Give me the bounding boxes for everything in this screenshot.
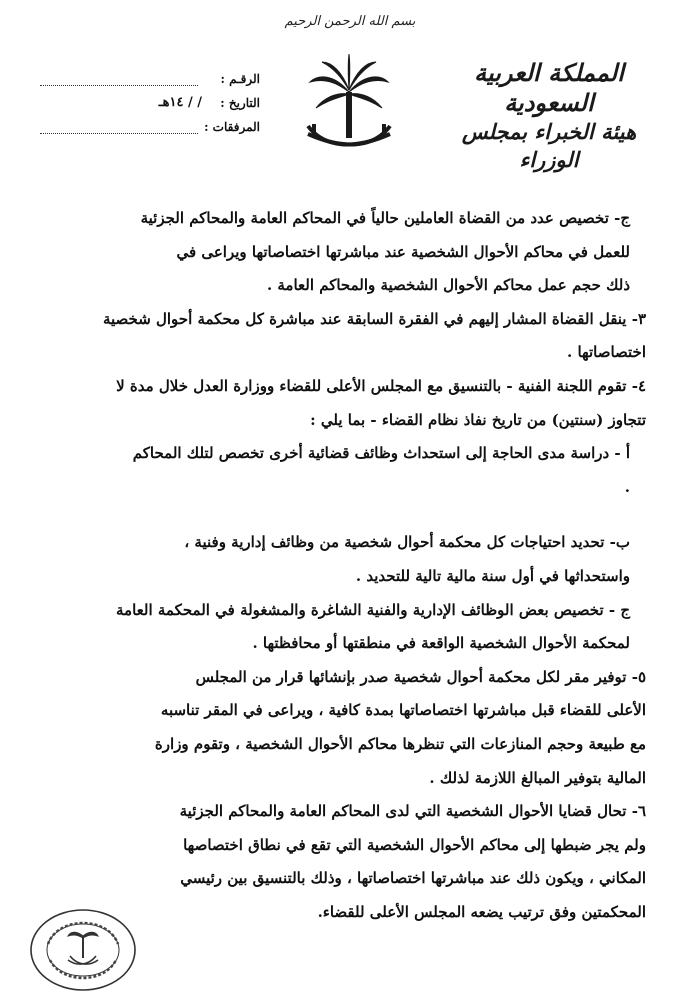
text-line: للعمل في محاكم الأحوال الشخصية عند مباشرتها اختصاصاتها ويراعى في: [176, 242, 630, 261]
text-line: اختصاصاتها .: [567, 343, 646, 362]
date-label: التاريخ :: [220, 96, 260, 110]
reference-number-field: [40, 62, 260, 86]
text-line: تتجاوز (سنتين) من تاريخ نفاذ نظام القضاء - بما يلي :: [310, 410, 646, 429]
paragraph-4b: [40, 526, 660, 593]
palm-swords-emblem-icon: [304, 52, 394, 162]
document-body: [40, 202, 660, 929]
text-line: الأعلى للقضاء قبل مباشرتها اختصاصاتها بمدة كافية ، ويراعى في المقر تناسبه: [160, 701, 646, 720]
reference-line: [40, 71, 198, 86]
text-line: ولم يجر ضبطها إلى محاكم الأحوال الشخصية التي تقع في نطاق اختصاصها: [183, 835, 646, 854]
text-line: المحكمتين وفق ترتيب يضعه المجلس الأعلى للقضاء.: [317, 902, 646, 921]
paragraph-3: [40, 303, 660, 370]
date-field: [40, 86, 260, 110]
text-line: ذلك حجم عمل محاكم الأحوال الشخصية والمحاكم العامة .: [266, 276, 630, 295]
attachments-label: المرفقات :: [204, 120, 260, 134]
attachments-line: [40, 119, 198, 134]
reference-fields: [40, 62, 260, 134]
paragraph-c: [40, 202, 660, 303]
date-value: / / ١٤هـ: [158, 95, 202, 110]
text-line: ج - تخصيص بعض الوظائف الإدارية والفنية الشاغرة والمشغولة في المحكمة العامة: [116, 600, 630, 619]
basmala: بسم الله الرحمن الرحيم: [284, 14, 416, 29]
attachments-field: [40, 110, 260, 134]
text-line: المكاني ، ويكون ذلك عند مباشرتها اختصاصاتها ، وذلك بالتنسيق بين رئيسي: [180, 869, 646, 888]
paragraph-4: [40, 370, 660, 437]
paragraph-5: [40, 661, 660, 795]
text-line: المالية بتوفير المبالغ اللازمة لذلك .: [429, 768, 646, 787]
official-seal-icon: [28, 906, 138, 994]
text-line: مع طبيعة وحجم المنازعات التي تنظرها محاكم الأحوال الشخصية ، وتقوم وزارة: [154, 734, 646, 753]
text-line: ٣- ينقل القضاة المشار إليهم في الفقرة السابقة عند مباشرة كل محكمة أحوال شخصية: [102, 309, 646, 328]
text-line: واستحداثها في أول سنة مالية تالية للتحديد .: [355, 566, 630, 585]
reference-label: الرقـم :: [220, 72, 260, 86]
text-line: ب- تحديد احتياجات كل محكمة أحوال شخصية من وظائف إدارية وفنية ،: [184, 533, 630, 552]
text-line: أ - دراسة مدى الحاجة إلى استحداث وظائف قضائية أخرى تخصص لتلك المحاكم: [132, 444, 630, 463]
paragraph-4c: [40, 594, 660, 661]
text-line: ٦- تحال قضايا الأحوال الشخصية التي لدى المحاكم العامة والمحاكم الجزئية: [179, 802, 646, 821]
text-line: ٥- توفير مقر لكل محكمة أحوال شخصية صدر بإنشائها قرار من المجلس: [195, 667, 646, 686]
organization-name: [434, 58, 664, 174]
org-line-2: هيئة الخبراء بمجلس الوزراء: [461, 119, 637, 172]
text-line: لمحكمة الأحوال الشخصية الواقعة في منطقتها أو محافظتها .: [252, 634, 630, 653]
text-line: ٤- تقوم اللجنة الفنية - بالتنسيق مع المجلس الأعلى للقضاء ووزارة العدل خلال مدة لا: [116, 376, 646, 395]
org-line-1: المملكة العربية السعودية: [474, 58, 624, 117]
paragraph-4a: [40, 437, 660, 504]
text-line: ج- تخصيص عدد من القضاة العاملين حالياً في المحاكم العامة والمحاكم الجزئية: [140, 209, 630, 227]
text-line: .: [624, 477, 630, 496]
